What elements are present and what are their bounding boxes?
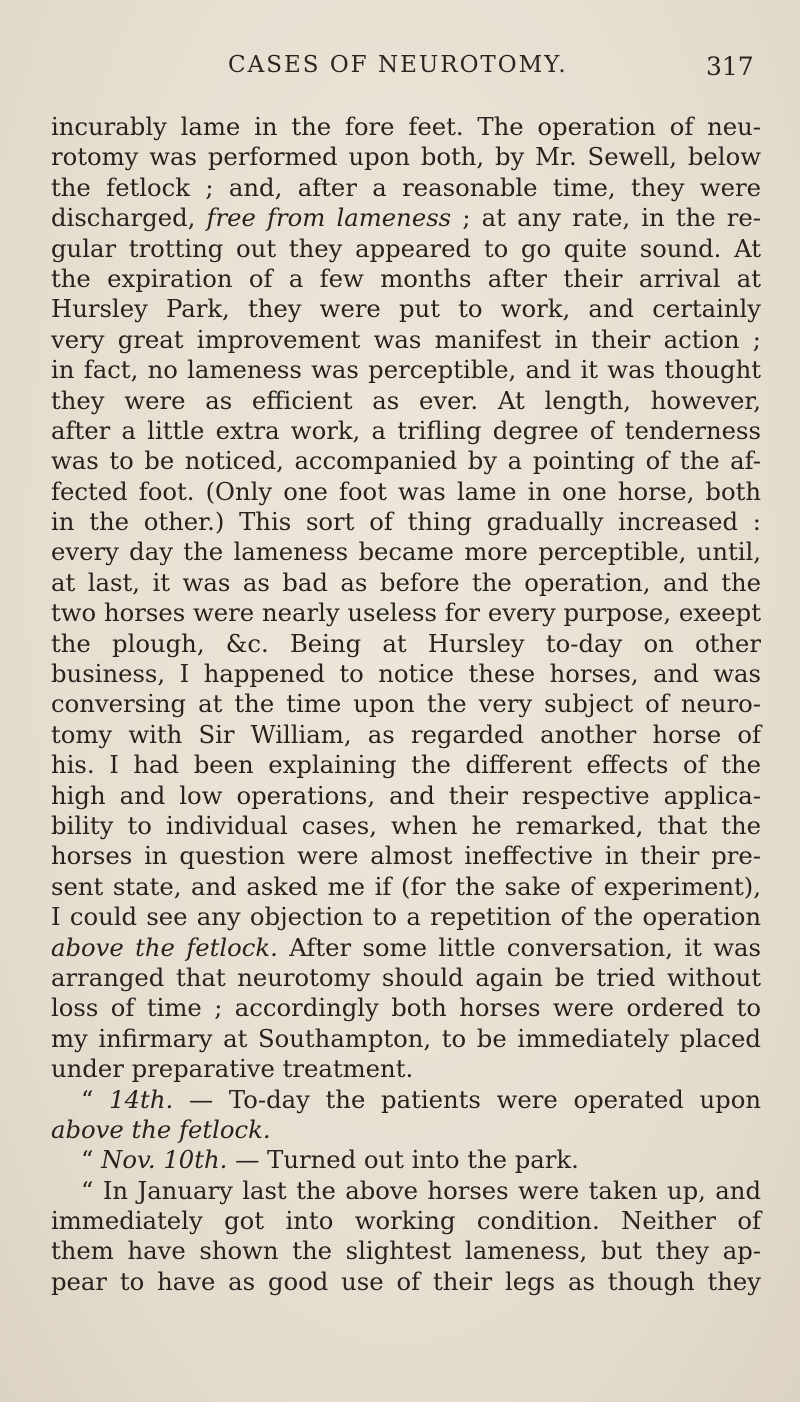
text-line [51, 1054, 761, 1084]
text-line [51, 720, 761, 750]
text-segment: sent state, and asked me if (for the sake of experiment), [51, 871, 761, 901]
italic-text-segment: Nov. 10th. [101, 1145, 228, 1175]
text-line [51, 993, 761, 1023]
text-line [51, 234, 761, 264]
text-segment: them have shown the slightest lameness, but they ap- [51, 1236, 761, 1266]
text-segment: his. I had been explaining the different effects of the [51, 750, 761, 780]
text-line [51, 811, 761, 841]
italic-text-segment: above the fetlock. [51, 1114, 271, 1144]
text-segment: was to be noticed, accompanied by a pointing of the af- [51, 446, 761, 476]
text-line [51, 507, 761, 537]
text-segment: the expiration of a few months after their arrival at [51, 263, 761, 293]
text-segment: arranged that neurotomy should again be tried without [51, 962, 761, 992]
text-line [51, 750, 761, 780]
text-segment: the plough, &c. Being at Hursley to-day on other [51, 628, 761, 658]
text-line [51, 1206, 761, 1236]
text-line [51, 477, 761, 507]
text-line [51, 294, 761, 324]
text-line [51, 841, 761, 871]
text-line [51, 781, 761, 811]
text-line [51, 203, 761, 233]
text-segment: conversing at the time upon the very subject of neuro- [51, 689, 761, 719]
text-segment: they were as efficient as ever. At length, however, [51, 385, 761, 415]
text-line [51, 902, 761, 932]
text-segment: loss of time ; accordingly both horses were ordered to [51, 993, 761, 1023]
text-segment: very great improvement was manifest in their action ; [51, 324, 761, 354]
text-segment: — To-day the patients were operated upon [173, 1084, 761, 1114]
text-segment: incurably lame in the fore feet. The operation of neu- [51, 112, 761, 141]
text-segment: ; at any rate, in the re- [451, 203, 761, 233]
text-segment: immediately got into working condition. Neither of [51, 1206, 761, 1236]
text-line [51, 386, 761, 416]
text-segment: gular trotting out they appeared to go quite sound. At [51, 233, 761, 263]
text-segment: tomy with Sir William, as regarded another horse of [51, 719, 761, 749]
text-segment: under preparative treatment. [51, 1054, 414, 1084]
text-segment: in fact, no lameness was perceptible, and it was thought [51, 355, 761, 385]
text-line [51, 568, 761, 598]
text-segment: — Turned out into the park. [227, 1145, 579, 1175]
text-segment: my infirmary at Southampton, to be immediately placed [51, 1023, 761, 1053]
text-segment: “ [81, 1145, 102, 1175]
body-text [51, 112, 761, 1297]
text-segment: Hursley Park, they were put to work, and certainly [51, 294, 761, 324]
text-segment: “ In January last the above horses were taken up, and [81, 1175, 761, 1205]
text-line [51, 416, 761, 446]
text-segment: business, I happened to notice these horses, and was [51, 659, 761, 689]
text-segment: two horses were nearly useless for every purpose, exeept [51, 598, 761, 628]
text-line [51, 355, 761, 385]
text-line [51, 963, 761, 993]
text-segment: at last, it was as bad as before the operation, and the [51, 567, 761, 597]
page-header [0, 52, 800, 92]
text-segment: after a little extra work, a trifling degree of tenderness [51, 415, 761, 445]
italic-text-segment: 14th. [109, 1084, 174, 1114]
text-line [51, 629, 761, 659]
text-line [51, 1145, 761, 1175]
text-segment: discharged, [51, 203, 207, 233]
running-title: CASES OF NEUROTOMY. [228, 52, 568, 78]
text-line [51, 112, 761, 142]
text-line [51, 537, 761, 567]
text-line [51, 1236, 761, 1266]
text-line [51, 689, 761, 719]
text-line [51, 872, 761, 902]
text-segment: high and low operations, and their respective applica- [51, 780, 761, 810]
text-line [51, 173, 761, 203]
text-segment: rotomy was performed upon both, by Mr. Sewell, below [51, 142, 761, 172]
text-segment: pear to have as good use of their legs as though they [51, 1266, 761, 1296]
text-segment: horses in question were almost ineffective in their pre- [51, 841, 761, 871]
text-line [51, 1176, 761, 1206]
text-line [51, 598, 761, 628]
text-line [51, 325, 761, 355]
text-line [51, 1024, 761, 1054]
text-line [51, 933, 761, 963]
text-segment: in the other.) This sort of thing gradually increased : [51, 507, 761, 537]
text-segment: I could see any objection to a repetition of the operation [51, 902, 761, 932]
text-line [51, 1115, 761, 1145]
page-number: 317 [706, 52, 754, 81]
text-segment: the fetlock ; and, after a reasonable time, they were [51, 172, 761, 202]
text-segment: After some little conversation, it was [277, 932, 761, 962]
italic-text-segment: above the fetlock. [51, 932, 278, 962]
italic-text-segment: free from lameness [206, 203, 452, 233]
text-line [51, 142, 761, 172]
text-line [51, 446, 761, 476]
text-line [51, 1085, 761, 1115]
text-segment: bility to individual cases, when he remarked, that the [51, 810, 761, 840]
text-segment: “ [81, 1084, 110, 1114]
text-segment: fected foot. (Only one foot was lame in one horse, both [51, 476, 761, 506]
text-line [51, 264, 761, 294]
text-line [51, 1267, 761, 1297]
text-segment: every day the lameness became more perceptible, until, [51, 537, 761, 567]
text-line [51, 659, 761, 689]
